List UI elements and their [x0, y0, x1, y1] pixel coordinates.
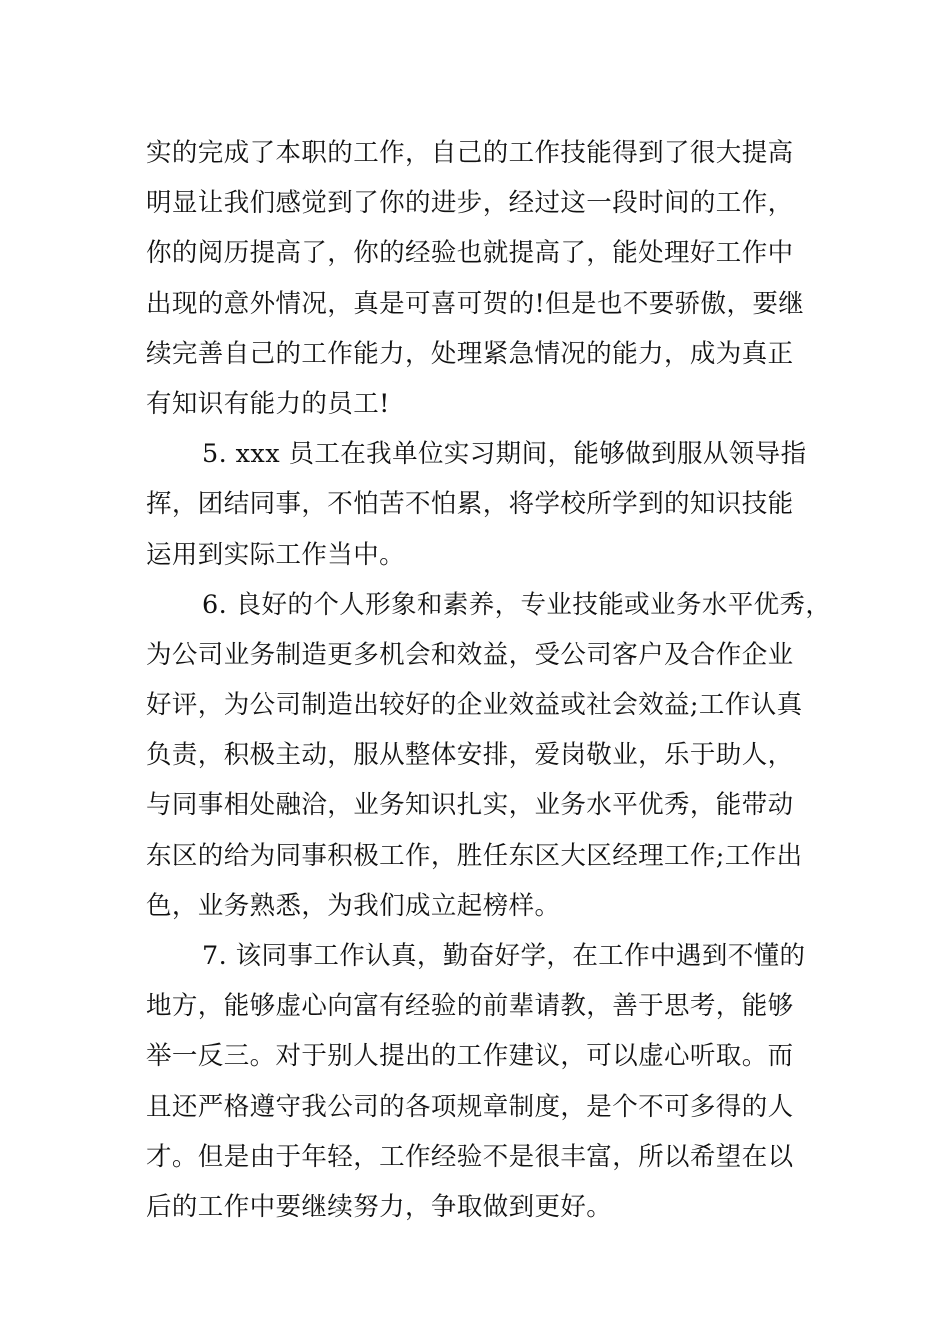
- text-line-9: 运用到实际工作当中。: [146, 539, 406, 570]
- document-body: [146, 128, 832, 1232]
- paragraph-7-start: 7. 该同事工作认真，勤奋好学，在工作中遇到不懂的: [202, 941, 806, 971]
- text-line-3: 你的阅历提高了，你的经验也就提高了，能处理好工作中: [146, 238, 794, 269]
- text-line-19: 举一反三。对于别人提出的工作建议，可以虚心听取。而: [146, 1041, 794, 1072]
- text-line-5: 续完善自己的工作能力，处理紧急情况的能力，成为真正: [146, 338, 794, 369]
- text-line-14: 与同事相处融洽，业务知识扎实，业务水平优秀，能带动: [146, 790, 794, 821]
- text-line-21: 才。但是由于年轻，工作经验不是很丰富，所以希望在以: [146, 1141, 794, 1172]
- text-line-20: 且还严格遵守我公司的各项规章制度，是个不可多得的人: [146, 1091, 794, 1122]
- text-line-22: 后的工作中要继续努力，争取做到更好。: [146, 1191, 613, 1222]
- paragraph-6-start: 6. 良好的个人形象和素养，专业技能或业务水平优秀，: [202, 589, 832, 620]
- text-line-13: 负责，积极主动，服从整体安排，爱岗敬业，乐于助人，: [146, 740, 794, 771]
- text-line-15: 东区的给为同事积极工作，胜任东区大区经理工作;工作出: [146, 840, 803, 871]
- text-line-11: 为公司业务制造更多机会和效益，受公司客户及合作企业: [146, 639, 794, 670]
- paragraph-5-start: 5. xxx 员工在我单位实习期间，能够做到服从领导指: [202, 439, 807, 470]
- text-line-18: 地方，能够虚心向富有经验的前辈请教，善于思考，能够: [146, 991, 794, 1022]
- text-line-2: 明显让我们感觉到了你的进步，经过这一段时间的工作，: [146, 188, 794, 219]
- text-line-16: 色，业务熟悉，为我们成立起榜样。: [146, 890, 561, 921]
- text-line-6: 有知识有能力的员工!: [146, 388, 390, 419]
- text-line-4: 出现的意外情况，真是可喜可贺的!但是也不要骄傲，要继: [146, 288, 805, 319]
- text-line-12: 好评，为公司制造出较好的企业效益或社会效益;工作认真: [146, 690, 803, 721]
- text-line-1: 实的完成了本职的工作，自己的工作技能得到了很大提高: [146, 138, 794, 168]
- text-line-8: 挥，团结同事，不怕苦不怕累，将学校所学到的知识技能: [146, 489, 794, 520]
